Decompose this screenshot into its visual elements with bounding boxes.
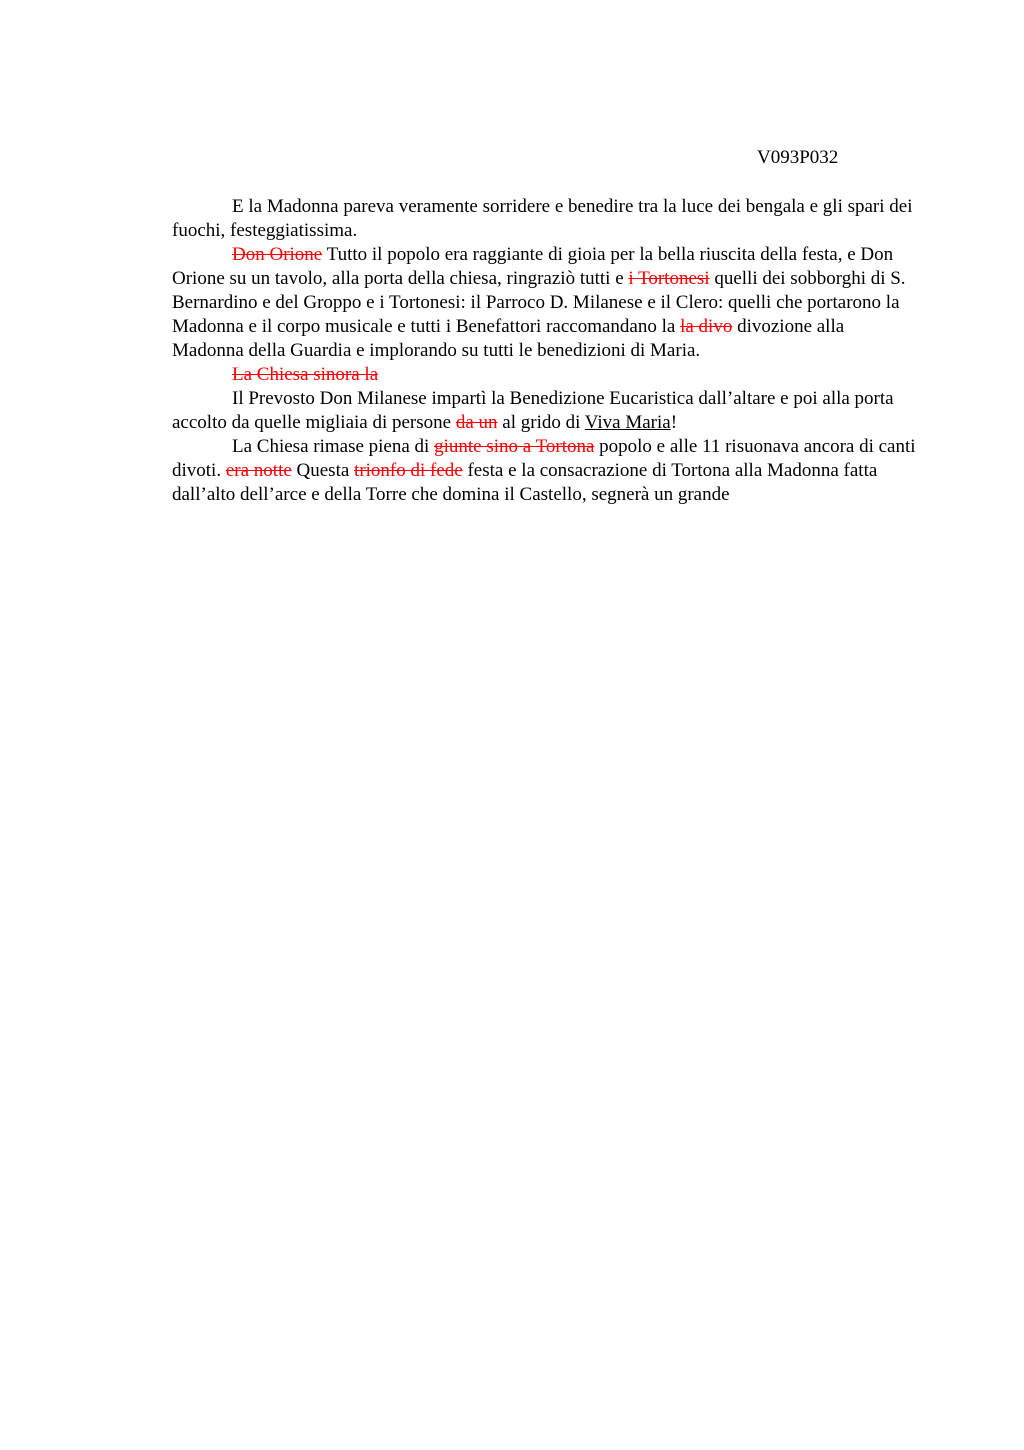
paragraph	[172, 435, 917, 507]
text-run: quelli dei sobborghi di S. Bernardino e del Groppo e i Tortonesi: il Parroco D. Milanese e il Clero: quelli che portarono la Madonna e il corpo musicale e tutti i Benefattori raccomandano la	[172, 268, 906, 337]
text-run: La Chiesa rimase piena di	[232, 436, 435, 457]
text-run: Tutto il popolo era raggiante di gioia per la bella riuscita della festa, e Don Orione su un tavolo, alla porta della chiesa, ringraziò tutti e	[172, 244, 894, 289]
text-run: !	[670, 412, 678, 433]
text-run: Questa	[291, 460, 355, 481]
paragraph	[172, 387, 917, 435]
underlined-text: Viva Maria	[584, 412, 671, 433]
text-run: al grido di	[497, 412, 585, 433]
deleted-text: era notte	[225, 460, 292, 481]
document-body	[172, 195, 917, 507]
text-run: festa e la consacrazione di Tortona alla Madonna fatta dall’alto dell’arce e della Torre che domina il Castello, segnerà un grande	[172, 460, 878, 505]
deleted-text: giunte sino a Tortona	[434, 436, 595, 457]
paragraph	[172, 243, 917, 363]
deleted-text: la divo	[680, 316, 733, 337]
deleted-text: i Tortonesi	[628, 268, 710, 289]
deleted-text: La Chiesa sinora la	[232, 364, 379, 385]
paragraph	[172, 195, 917, 243]
text-run: divozione alla Madonna della Guardia e implorando su tutti le benedizioni di Maria.	[172, 316, 845, 361]
text-run: popolo e alle 11 risuonava ancora di canti divoti.	[172, 436, 916, 481]
deleted-text: da un	[455, 412, 498, 433]
text-run: Il Prevosto Don Milanese impartì la Benedizione Eucaristica dall’altare e poi alla porta accolto da quelle migliaia di persone	[172, 388, 894, 433]
paragraph	[172, 363, 917, 387]
deleted-text: Don Orione	[232, 244, 323, 265]
page-code: V093P032	[757, 147, 839, 168]
text-run: E la Madonna pareva veramente sorridere e benedire tra la luce dei bengala e gli spari dei fuochi, festeggiatissima.	[172, 196, 913, 241]
deleted-text: trionfo di fede	[354, 460, 463, 481]
